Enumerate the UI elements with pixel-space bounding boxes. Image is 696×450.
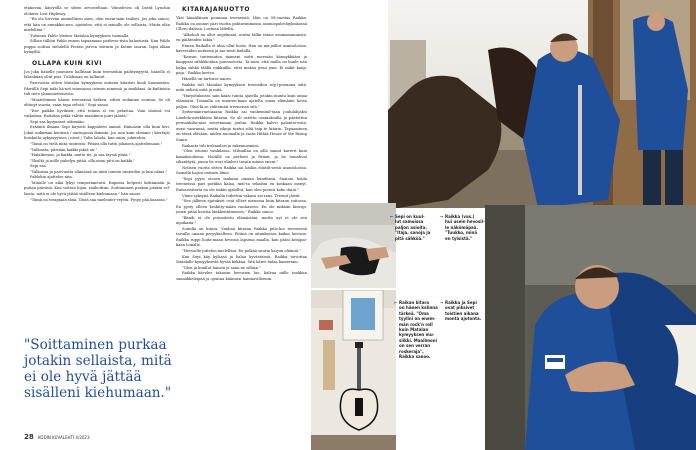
photo-guitar-wall xyxy=(311,290,396,450)
body-paragraph: Pablokin ajattelee niin. xyxy=(30,175,73,180)
body-paragraph: Kun Sepi käy kylässä ja halaa hyvästeissä, Raikka toivottaa Matalalle kymyyksestä hyvää kekkaa. Sitä bänvi halaa kameranu. xyxy=(176,254,307,265)
photo-horse-stable xyxy=(388,0,696,208)
column-1-top-paragraphs xyxy=(24,6,170,56)
body-paragraph: Sepi saa. xyxy=(30,164,47,169)
caption-line: kymyyksen mu- xyxy=(399,332,435,338)
column-1-bottom-paragraphs xyxy=(24,70,170,203)
body-paragraph: etukovan, käivyöllä se sitten arvosteltaan. Viimek-sen oli David Lynchin elokuva Lost Highway. xyxy=(24,6,170,16)
caption-line: roskeraja", xyxy=(399,348,424,354)
body-paragraph: "Valkoista, päivään kaikki pitää on." xyxy=(30,147,98,152)
caption-line: Raikka ja Sepi xyxy=(445,300,477,305)
body-paragraph: Soitalla on kitara. Vanhan kitaran Raikka piilo-koi terveisenä tavailla omaan peryykselleen. Pitänä on aitauksessa kaikui hevosia. Raikka ruppi hoita-maan hevosia lapsena maalla, kun pääsi kesäpai-kaan lomalle. xyxy=(176,226,307,248)
body-paragraph: "Bändi ei ole poissulettu elämästäni, mutta nyt ei ole sen aijatkaita." xyxy=(176,215,307,226)
body-paragraph: Yksi hämäläinen pounnaa treeneistä. Hän on 58-vuotias Raikka. Raikka on asunut pari vuotta pahtavimmassa asumispalveluyksikössä Ullero-dalissa, Lovinan läheltä. xyxy=(176,16,307,32)
photo-guitar-hands xyxy=(311,203,396,288)
caption-line: paljon asioita. xyxy=(395,224,427,230)
body-paragraph: "En ole hirveän ummellinen mies, olen enem-män realisti. Jos joku sanoo, että hän on ennakkoi-nen, ajattelen, että ei minulle ole sellaista. Mutta elän mielelläni." xyxy=(24,17,170,33)
caption-line: tärkeä. "Oma xyxy=(399,310,429,316)
caption-arrow-icon: ← xyxy=(390,214,394,219)
caption-line: Raikka (vas.) xyxy=(445,214,475,219)
body-paragraph: Jos joku hänelle juomisen hallitaan kuin treeneihin päihtymyyttä, hänellä ei läheskään ollut pois. Tuloksaan on tullunut. xyxy=(24,69,170,80)
body-paragraph: "Alkoholi on ollut ongelmani, mutta tällin tänne asumaanmuusta, en päihteiden takia." xyxy=(176,32,307,43)
body-paragraph: "Valkoisia ja parivuotta elämässä on niitä toimen tunteiden ja kun nämä." xyxy=(30,169,168,174)
caption-line: on sen verran xyxy=(399,343,431,349)
body-paragraph: "Yksiltä ja niille puhelyn pitää, olla moni pitä on kaikki." xyxy=(30,158,135,163)
caption-line: lut samoissa xyxy=(395,219,424,225)
caption-line: tyylini on enem- xyxy=(399,316,436,322)
caption-line: toistien aikana xyxy=(445,310,479,316)
body-paragraph: "Olen ja kuullut hänstä ja saan ne sillasa." xyxy=(182,265,261,270)
caption-line: Sepi on kuul- xyxy=(395,214,425,219)
caption-right xyxy=(440,214,490,241)
caption-line: kuin Matalan xyxy=(399,327,429,333)
body-paragraph: Hänellä on tarttuva nauru. xyxy=(182,77,232,82)
body-paragraph: Ennen Raikalla ei alna ollut koria. Hän on ma-jaillut asuntoloissa, kavereiden nurkissa ja mo-nesti kadulla. xyxy=(176,43,307,54)
body-paragraph: Parivuotta sitten Matalan kymyyksen entinen kitaristi kuoli huumeisiin. Pärrällä Sepi näki hä-net istumassa osturin nimessä ja moikkasi. Ai-kuiltaista tuli tieto yhanonettoisesta. xyxy=(24,81,170,97)
caption-line: "Itaja, sanoja ja xyxy=(395,230,431,236)
caption-left xyxy=(390,214,440,241)
caption-arrow-icon: ← xyxy=(394,300,398,305)
caption-guitar xyxy=(394,300,444,360)
body-paragraph: "Hevosille juttelen mielelläni. En pelkää suuria karjun eläimiä." xyxy=(182,248,301,253)
body-paragraph: Raikka tuli Matalan kymyyksen treeneihin ri(p)-puenuna siitä, mitä nelistä mitä ja mitä. xyxy=(176,82,307,93)
caption-line: hui usein hevosil- xyxy=(445,219,485,225)
caption-line: siikki. Maailmoni xyxy=(399,337,437,343)
body-paragraph: "Sen jälkeen ajatukset ovat olleet menossa kuin kitaran soitossa. En pysty olleen keskitty-mään rauhaseen. En ole mikään kirurgi, jonen pitää haivita läakkeittämiseen," Raikka sanoo. xyxy=(176,199,307,215)
page-number: 28 xyxy=(24,433,34,441)
body-paragraph: Silloin tällöin Pablo ennen tapaamaan parhvoo-tista kalastusta. Kun Pablo puppa soittaa sielulellä Pienen järven soiturin ja Kolme iauran, lapsi alkaa hymyillä. xyxy=(24,39,170,55)
caption-line: monta ajotonta. xyxy=(445,316,482,322)
body-paragraph: "Olen istunut vankilassa. Mitnullan on sillä samat kaverit kuin kamuksoilassa. Hoitillä on perheet ja firmat, ja he tomahvat siliantäytä, jonen he ovat elinleet tavata minua enem." xyxy=(176,149,307,165)
subheading-kitarajanuotto: KITARAJANUOTTO xyxy=(182,6,251,13)
body-paragraph: Seitsemänvuotiaaana Raikka sai vanhemmil-taan joululahjaksi Landola-merkkisen kitaran. Se oli ostettu osamaksulla ja päätettiin pernaukilta-niin soitettaman joulua. Raikka kalvvi palantsi-esiin, avasi vanvansä, mutta iskuja tuntui siltä taip te kitarin. Tapaaminen on tässä elävään, niiden nuomalla ja vasta Hittää House of the Rising Sunin. xyxy=(176,110,307,143)
magazine-issue: KODIN KUVALEHTI 4/2023 xyxy=(38,435,90,440)
article-column-2 xyxy=(176,6,307,282)
body-paragraph: "Itse paikko hyvikseä, että toinna ei voi pelastaa. Vain itsensä voi vaikuttaa. Raitiitan pitää valitta maailmen juuri jääntä." xyxy=(24,108,170,119)
caption-line: ovat piksivet xyxy=(445,305,475,311)
body-paragraph: Raikka kävelee takaisin hevosten luo, kalvaa niille tuokkan sanaakkeleipää ja ojentaa käännen hanmavilleenin. xyxy=(176,271,307,281)
pull-quote: "Soittaminen purkaa jotakin sellaista, mitä ei ole hyvä jättää sisälleni kiehumaan." xyxy=(24,337,172,401)
caption-line: le näkömäpaä. xyxy=(445,224,478,230)
subheading-ollapa: OLLAPA KUIN KIVI xyxy=(32,59,103,67)
caption-line: "Tuukko, minä xyxy=(445,230,478,236)
photo-hug xyxy=(485,205,696,450)
body-paragraph: "Sepi pyysi otosen mukaan omaan bändiinsä. Saatoin heida treeneissä pari porkkia kalaa, mut-ta sekaisin en koskaan menyt. Ratsastsitarta en ole tinkin ajatellut, kun olen pienvä koko duini." xyxy=(176,176,307,192)
caption-arrow-icon: → xyxy=(440,214,444,219)
column-2-paragraphs xyxy=(176,16,307,282)
article-column-1 xyxy=(24,6,170,203)
caption-hug xyxy=(440,300,485,322)
caption-line: Raikka sanoo. xyxy=(399,354,431,360)
body-paragraph: "Kerran tuntematon mameni soitti merssän kännykkääni ja kauppasi sähkökoulun poissaolosta. Ta-nuin, että mulla on kuule nén halpa sähkö tälillä nukkuilla, ettei maksa jeeni jenä. Ei mikit kaup-paja," Raikka kertoo. xyxy=(176,54,307,76)
body-paragraph: "Halatkemas, ja kaikki, mutta tie, ja saa täysiä pitää." xyxy=(30,153,131,158)
body-paragraph: Sepi saa kysymiset siitimään. xyxy=(30,119,85,124)
caption-arrow-icon: → xyxy=(440,300,444,305)
page-footer xyxy=(24,433,90,441)
body-paragraph: Erääntä ilmana Sepi kirjoitti kappaleen aamat: Haluaisin olla kuin kivi, Jokut nukuman kentistä / auringossa lämmin. Jos isoa kuin olemme / kiertäjä/ huiskulta nykyisyyteen / nivot / Tulin lahela, kun omin, jokerehta. xyxy=(24,125,170,141)
body-paragraph: "Tämä on vielä niitä tunteista. Pitäisi olla tuttu jokaisen ajattelemaan." xyxy=(30,142,163,147)
caption-line: män rock'n roll xyxy=(399,321,433,327)
body-paragraph: "Minulle on aika lyhyt temperamentti. Rapussa helposti kiittämään ja puitan päivänä. Kun soittan hijaa, rauhoittun. Soittaminen purkaa jotakin sel-laista, mitä ei ole hyvä jättää sisälleen kiehumaan," hän sanoo. xyxy=(24,180,170,196)
body-paragraph: Viime syksynä Raikalla todettiin vakava sai-raus. Treenit jäivät. xyxy=(182,193,301,198)
caption-line: on hänen kalinna xyxy=(399,305,438,311)
body-paragraph: "Tämä on terapiaan tänä. Tästä saa mielenter-veyttä. Pysyy pää kasassa." xyxy=(30,197,168,202)
body-paragraph: Raikasta tuli trubaadori ja rakennusmies. xyxy=(182,143,260,148)
body-paragraph: "Harjoituksissa sain kaksi tuntia ajatella jotakin muuta kuin omaa elämääni. Tosiaalla on muuten-kaan ajatella omaa elämääni kovin paljon. Olen-ki se välitömäti treeneissä sitä." xyxy=(176,93,307,109)
body-paragraph: "Mustelemme hänen treeneissä hetken, sitten siohmme sointua. Se oli ehtinyt vuosia, vaan tapa selvää," Sepi sanoo. xyxy=(24,97,170,108)
caption-line: Raikan kitara xyxy=(399,300,430,305)
body-paragraph: Tutsinen Pablo Meiner Matalan kymyyksen tuomalla. xyxy=(30,33,130,38)
caption-line: pitä sähköä." xyxy=(395,235,425,241)
body-paragraph: Nelisen vuotta sitten Raikka sai hädän elintili-sestä asuntoloissa. Samalla hajosi entinen lämö. xyxy=(176,165,307,176)
caption-line: en tylsistä." xyxy=(445,235,473,241)
